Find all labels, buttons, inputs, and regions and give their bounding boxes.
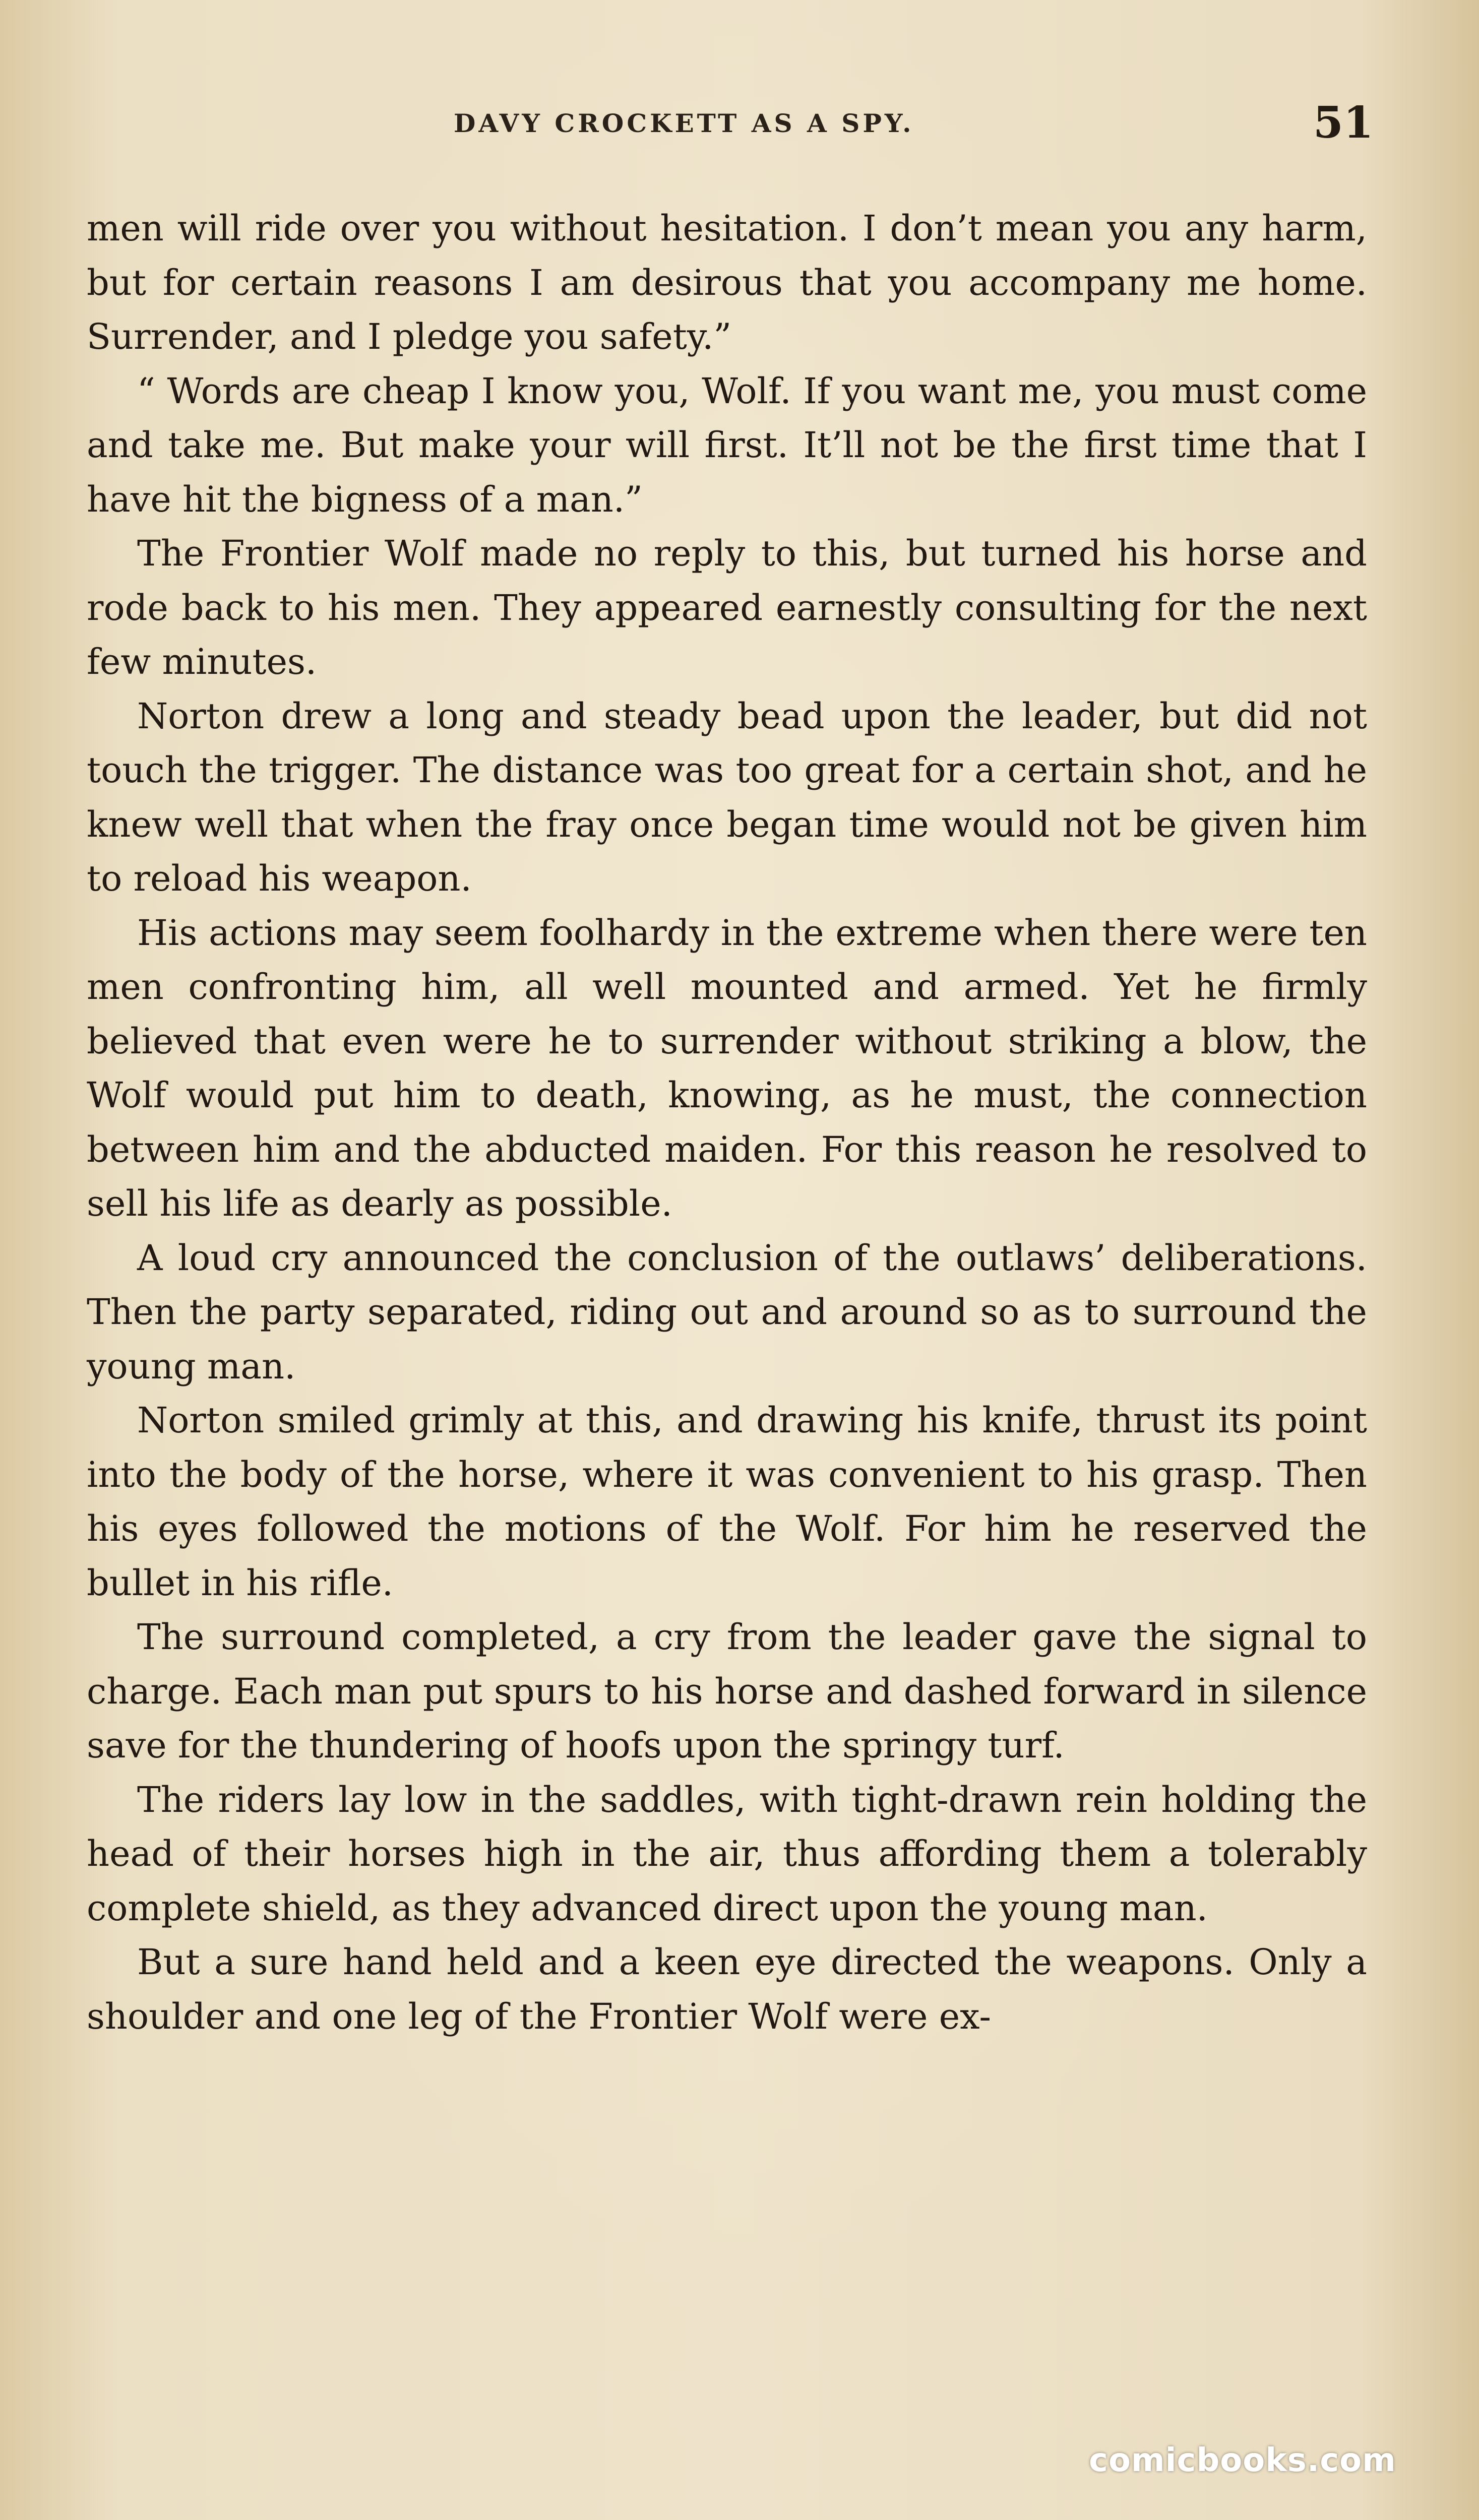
running-head <box>0 97 1479 159</box>
paragraph: Norton drew a long and steady bead upon the leader, but did not touch the trigger. The distance was too great for a certain shot, and he knew well that when the fray once began time would not be given him to reload his weapon. <box>87 695 1367 899</box>
paragraph: men will ride over you without hesitation. I don’t mean you any harm, but for certain reasons I am desirous that you accompany me home. Surrender, and I pledge you safety.” <box>87 208 1367 357</box>
paragraph: But a sure hand held and a keen eye directed the weapons. Only a shoulder and one leg of the Frontier Wolf were ex- <box>87 1941 1367 2037</box>
paragraph: A loud cry announced the conclusion of the outlaws’ deliberations. Then the party separated, riding out and around so as to surround the young man. <box>87 1237 1367 1387</box>
watermark: comicbooks.com <box>1089 2442 1396 2479</box>
paragraph: “ Words are cheap I know you, Wolf. If you want me, you must come and take me. But make your will first. It’ll not be the first time that I have hit the bigness of a man.” <box>87 370 1367 520</box>
paragraph: The riders lay low in the saddles, with tight-drawn rein holding the head of their horses high in the air, thus affording them a tolerably complete shield, as they advanced direct upon the young man. <box>87 1779 1367 1929</box>
running-title: DAVY CROCKETT AS A SPY. <box>454 108 914 138</box>
page-number: 51 <box>1313 97 1374 148</box>
paragraph: His actions may seem foolhardy in the extreme when there were ten men confronting him, all well mounted and armed. Yet he firmly believed that even were he to surrender without striking a blow, the Wolf would put him to death, knowing, as he must, the connection between him and the abducted maiden. For this reason he resolved to sell his life as dearly as possible. <box>87 912 1367 1224</box>
body-text <box>87 202 1367 2044</box>
paragraph: The surround completed, a cry from the leader gave the signal to charge. Each man put spurs to his horse and dashed forward in silence save for the thundering of hoofs upon the springy turf. <box>87 1616 1367 1766</box>
paragraph: The Frontier Wolf made no reply to this, but turned his horse and rode back to his men. They appeared earnestly consulting for the next few minutes. <box>87 533 1367 682</box>
paragraph: Norton smiled grimly at this, and drawing his knife, thrust its point into the body of the horse, where it was convenient to his grasp. Then his eyes followed the motions of the Wolf. For him he reserved the bullet in his rifle. <box>87 1400 1367 1604</box>
